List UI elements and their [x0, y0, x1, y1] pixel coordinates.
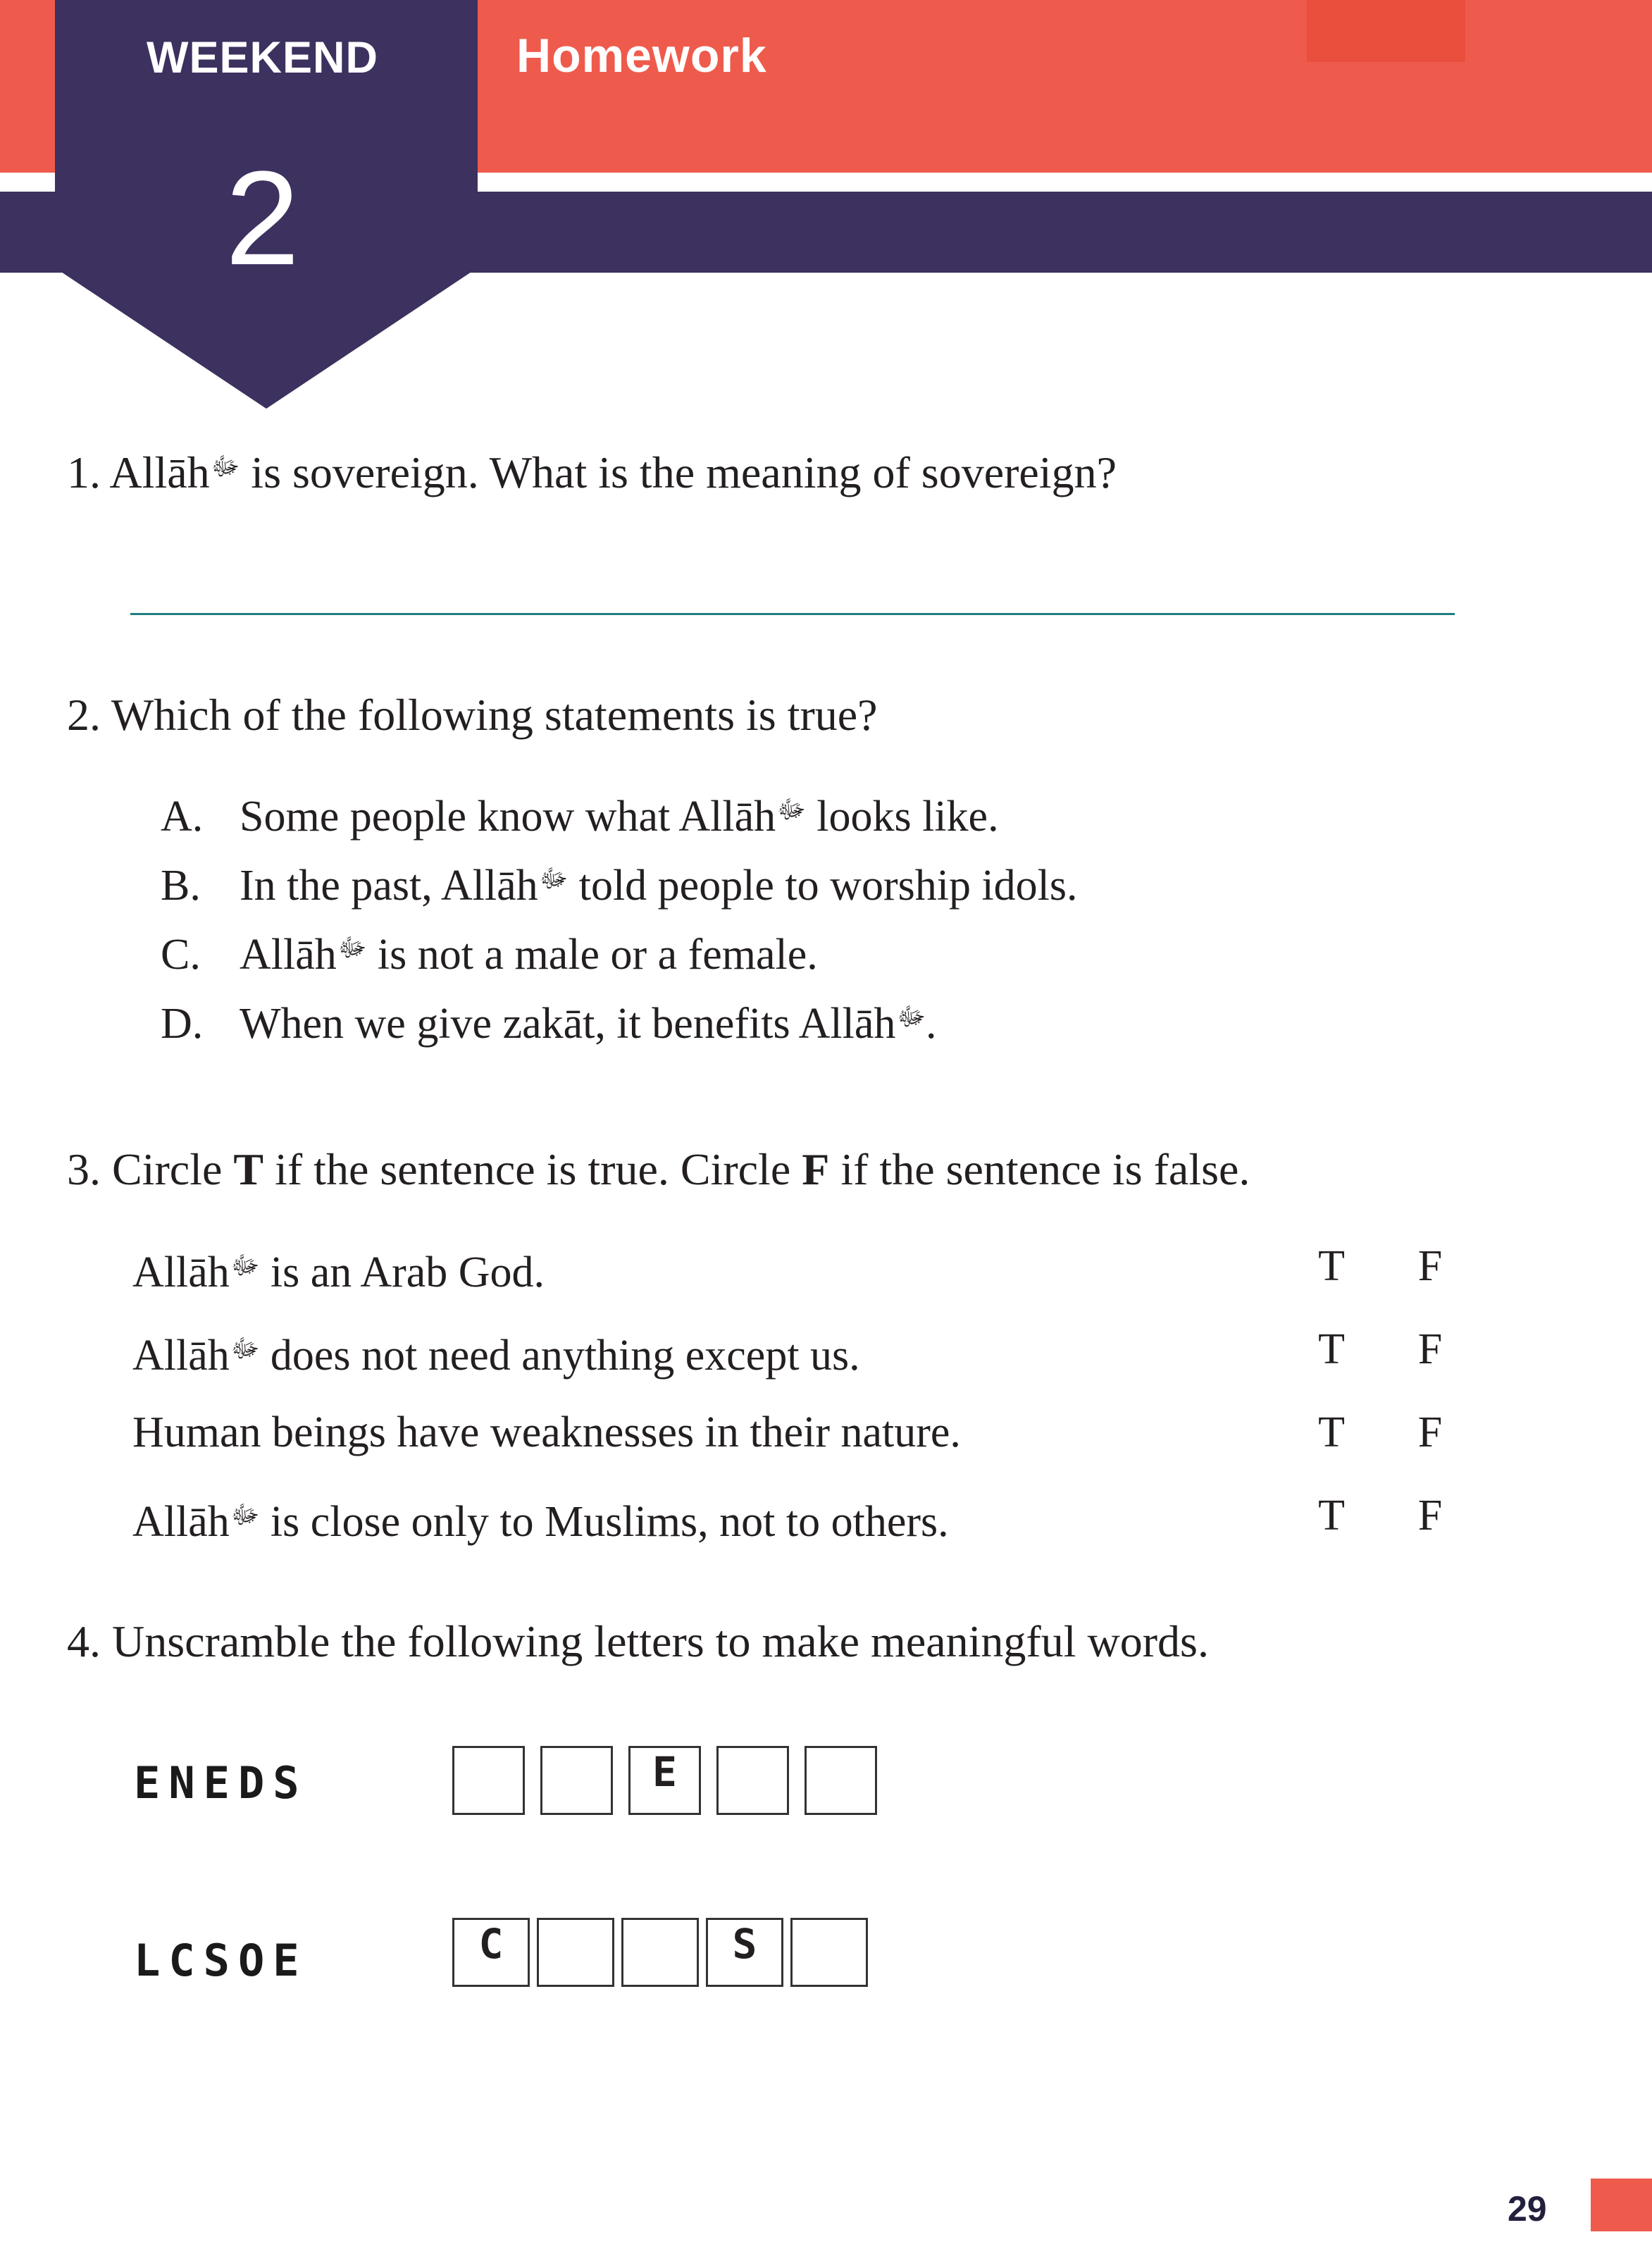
true-false-row	[132, 1487, 1471, 1544]
answer-line[interactable]	[130, 613, 1455, 615]
letter-box[interactable]	[621, 1918, 699, 1987]
page-tab	[1591, 2179, 1652, 2231]
option-d[interactable]	[161, 989, 937, 1052]
letter-box[interactable]: C	[452, 1918, 530, 1987]
allah-symbol-icon: ﷻ	[230, 1501, 260, 1530]
option-text-after: told people to worship idols.	[568, 862, 1078, 910]
true-false-row	[132, 1321, 1471, 1380]
statement-before: Allāh	[132, 1332, 230, 1380]
statement	[132, 1321, 860, 1384]
option-text-after: looks like.	[805, 793, 999, 841]
option-a[interactable]	[161, 782, 999, 845]
option-letter: B.	[161, 862, 201, 910]
statement: Human beings have weaknesses in their nature.	[132, 1408, 961, 1456]
option-text-before: Some people know what Allāh	[240, 793, 776, 841]
allah-symbol-icon: ﷻ	[230, 1334, 260, 1363]
allah-symbol-icon: ﷻ	[230, 1251, 260, 1280]
false-choice[interactable]: F	[1417, 1242, 1443, 1290]
true-false-row	[132, 1238, 1471, 1294]
statement	[132, 1487, 949, 1550]
question-4: 4. Unscramble the following letters to make meaningful words.	[67, 1616, 1209, 1666]
allah-symbol-icon: ﷻ	[337, 934, 367, 962]
page-number: 29	[1508, 2189, 1547, 2229]
badge-label: WEEKEND	[146, 33, 378, 82]
option-letter: D.	[161, 1000, 204, 1048]
false-choice[interactable]: F	[1417, 1325, 1443, 1373]
option-text-before: In the past, Allāh	[240, 862, 538, 910]
option-b[interactable]	[161, 851, 1078, 914]
question-1-text-after: is sovereign. What is the meaning of sovereign?	[240, 447, 1117, 497]
option-c[interactable]	[161, 920, 818, 983]
scrambled-word: ENEDS	[134, 1757, 308, 1809]
option-text-before: Allāh	[240, 931, 337, 979]
letter-box[interactable]	[537, 1918, 614, 1987]
question-3-prefix: 3. Circle	[67, 1144, 234, 1194]
statement-after: is close only to Muslims, not to others.	[259, 1498, 949, 1546]
question-2: 2. Which of the following statements is true?	[67, 690, 878, 740]
question-3-t-word: T	[233, 1144, 264, 1194]
true-choice[interactable]: T	[1318, 1325, 1345, 1373]
letter-box[interactable]: S	[706, 1918, 783, 1987]
question-3	[67, 1141, 1250, 1198]
option-text-after: is not a male or a female.	[366, 931, 818, 979]
allah-symbol-icon: ﷻ	[897, 1003, 926, 1031]
option-text-before: When we give zakāt, it benefits Allāh	[240, 1000, 896, 1048]
statement-after: does not need anything except us.	[259, 1332, 860, 1380]
letter-box[interactable]	[790, 1918, 868, 1987]
header-red-accent	[1307, 0, 1465, 62]
allah-symbol-icon: ﷻ	[211, 452, 240, 481]
badge-number: 2	[225, 144, 300, 293]
true-choice[interactable]: T	[1318, 1492, 1345, 1539]
statement-before: Allāh	[132, 1498, 230, 1546]
true-choice[interactable]: T	[1318, 1242, 1345, 1290]
true-false-row	[132, 1404, 1471, 1461]
letter-box[interactable]	[540, 1746, 613, 1815]
question-1	[67, 439, 1117, 501]
allah-symbol-icon: ﷻ	[539, 865, 569, 893]
option-text-after: .	[926, 1000, 937, 1048]
letter-box[interactable]: E	[628, 1746, 701, 1815]
question-1-text-before: 1. Allāh	[67, 447, 210, 497]
false-choice[interactable]: F	[1417, 1408, 1443, 1456]
question-3-f-word: F	[802, 1144, 830, 1194]
statement-before: Allāh	[132, 1248, 230, 1296]
false-choice[interactable]: F	[1417, 1492, 1443, 1539]
statement-after: is an Arab God.	[259, 1248, 545, 1296]
page-title: Homework	[516, 29, 767, 82]
option-letter: A.	[161, 793, 204, 841]
letter-box[interactable]	[452, 1746, 525, 1815]
true-choice[interactable]: T	[1318, 1408, 1345, 1456]
letter-box[interactable]	[805, 1746, 877, 1815]
statement	[132, 1238, 545, 1301]
question-3-suffix: if the sentence is false.	[829, 1144, 1250, 1194]
scrambled-word: LCSOE	[134, 1935, 308, 1986]
option-letter: C.	[161, 931, 201, 979]
letter-box[interactable]	[716, 1746, 789, 1815]
question-3-middle: if the sentence is true. Circle	[263, 1144, 802, 1194]
allah-symbol-icon: ﷻ	[777, 795, 806, 824]
